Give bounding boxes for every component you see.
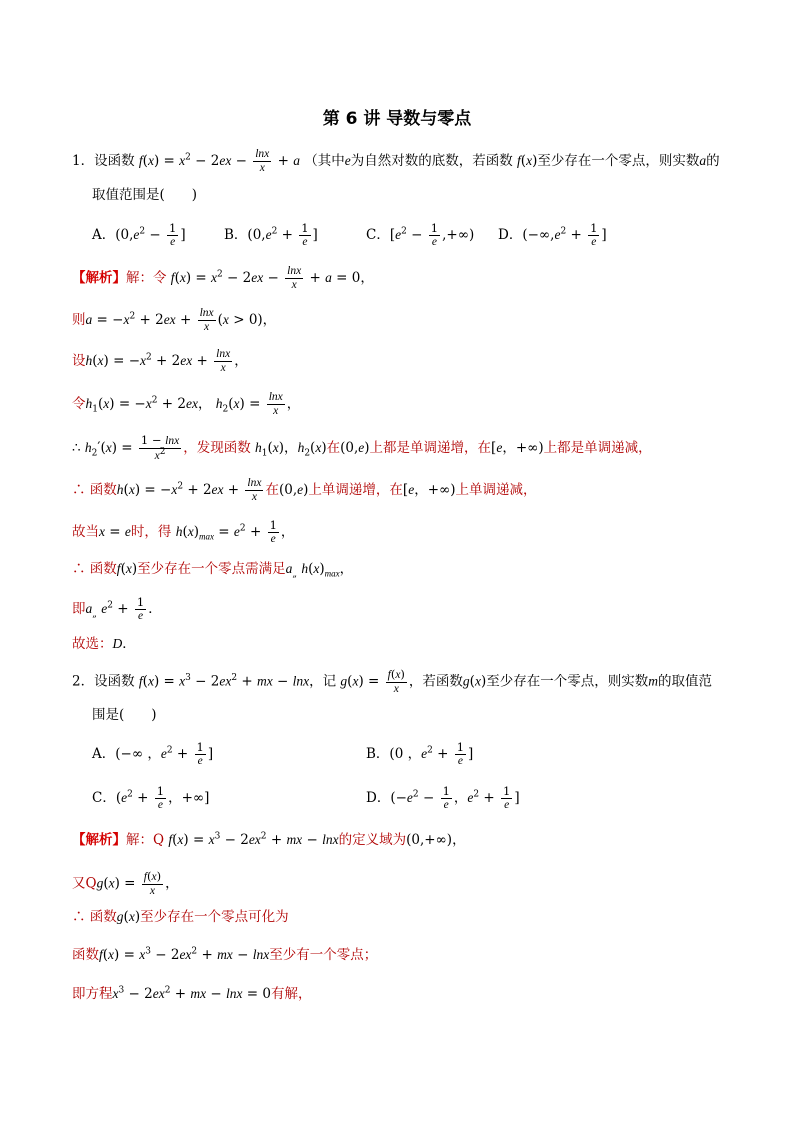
sol1-line4: 令$h_1(x) = -x^2 + 2ex$， $h_2(x)$ = $\frac{\ln x}{x}$ ， bbox=[72, 391, 301, 417]
sol1-line8: ∴ 函数f(x)至少存在一个零点需满足$a_„$ $h(x)_{max}$， bbox=[72, 561, 354, 580]
sol1-line1: 【解析】解：令 $f(x) = x^2 - 2ex$ − $\frac{\ln x}{x}$ + a = 0， bbox=[72, 265, 374, 291]
q2-line1: 2．设函数 $f(x) = x^3 - 2ex^2$ + mx − lnx，记 g(x) = $\frac{f(x)}{x}$ ，若函数g(x)至少存在一个零点，则实数m的取值范 bbox=[72, 667, 712, 695]
sol2-line1: 【解析】解：Q $f(x) = x^3 - 2ex^2$ + mx − lnx的定义域为(0,+∞)， bbox=[72, 831, 466, 848]
q2-option-a: A．(−∞ ，$e^2$ + $\frac{1}{e}$ ] bbox=[92, 740, 214, 767]
q1-option-a: A．($0,e^2$ − $\frac{1}{e}$ ] bbox=[92, 221, 186, 248]
sol1-line10: 故选：D． bbox=[72, 636, 136, 652]
sol2-line2: 又Qg(x) = $\frac{f(x)}{x}$ ， bbox=[72, 869, 179, 897]
q2-option-b: B．(0 ，$e^2$ + $\frac{1}{e}$ ] bbox=[366, 740, 474, 767]
q1-option-c: C．[$e^2$ − $\frac{1}{e}$ ,+∞) bbox=[366, 221, 475, 248]
page-title: 第 6 讲 导数与零点 bbox=[322, 109, 472, 129]
sol1-line6: ∴ 函数$h(x) = -x^2 + 2ex$ + $\frac{\ln x}{x}$ 在(0,e)上单调递增，在[e，+∞)上单调递减， bbox=[72, 477, 537, 503]
q1-line1: 1．设函数 $f(x) = x^2 - 2ex$ − $\frac{\ln x}{x}$ + a （其中e为自然对数的底数，若函数 f(x)至少存在一个零点，则实数a的 bbox=[72, 148, 720, 174]
sol1-line9: 即$a_„$ $e^2$ + $\frac{1}{e}$ ． bbox=[72, 595, 162, 622]
sol2-line5: 即方程$x^3 - 2ex^2$ + mx − lnx = 0有解， bbox=[72, 985, 312, 1002]
q1-option-d: D．($-\infty,e^2$ + $\frac{1}{e}$ ] bbox=[498, 221, 607, 248]
sol2-line3: ∴ 函数g(x)至少存在一个零点可化为 bbox=[72, 909, 289, 925]
sol2-line4: 函数$f(x) = x^3 - 2ex^2$ + mx − lnx至少有一个零点； bbox=[72, 946, 378, 963]
sol1-line7: 故当x = e时，得 $h(x)_{max} = e^2$ + $\frac{1}{e}$ ， bbox=[72, 518, 295, 545]
q1-option-b: B．($0,e^2$ + $\frac{1}{e}$ ] bbox=[224, 221, 318, 248]
q1-line2: 取值范围是( ) bbox=[92, 187, 198, 203]
sol1-line2: 则$a = -x^2 + 2ex$ + $\frac{\ln x}{x}$ (x > 0)， bbox=[72, 307, 277, 333]
sol1-line3: 设$h(x) = -x^2 + 2ex$ + $\frac{\ln x}{x}$ ， bbox=[72, 348, 248, 374]
q2-option-c: C．($e^2$ + $\frac{1}{e}$ ，+∞] bbox=[92, 784, 210, 811]
q2-line2: 围是( ) bbox=[92, 707, 157, 723]
q2-option-d: D．($-e^2$ − $\frac{1}{e}$ ，$e^2$ + $\frac{1}{e}$ ] bbox=[366, 784, 520, 811]
sol1-line5: ∴ $h_2'(x)$ = $\frac{1 - \ln x}{x^2}$ ，发现函数 $h_1(x)$，$h_2(x)$在(0,e)上都是单调递增，在[e，+∞)上都是单调递减， bbox=[72, 433, 652, 462]
